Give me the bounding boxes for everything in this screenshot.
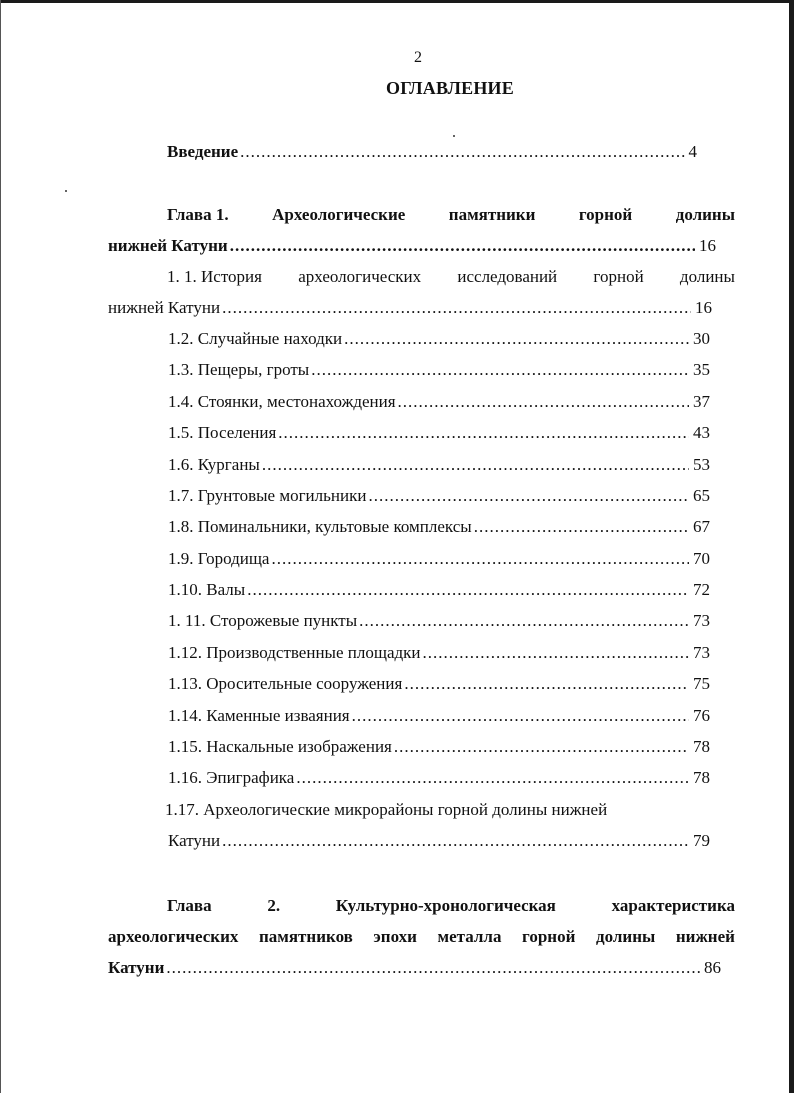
- toc-entry-section-1-8[interactable]: [168, 516, 710, 538]
- chapter1-word: горной: [578, 205, 633, 224]
- toc-entry-page: 65: [693, 486, 710, 505]
- toc-leader-dots: [278, 422, 689, 444]
- chapter2-word: Культурно-хронологическая: [335, 896, 556, 915]
- toc-entry-page: 72: [693, 580, 710, 599]
- toc-entry-section-1-16[interactable]: [168, 767, 710, 789]
- section-1-1-word: долины: [679, 267, 735, 286]
- toc-entry-page: 86: [704, 958, 721, 977]
- toc-entry-page: 16: [695, 298, 712, 317]
- scan-frame-right: [789, 0, 794, 1093]
- toc-entry-label: 1.4. Стоянки, местонахождения: [168, 392, 396, 411]
- toc-entry-label: 1.16. Эпиграфика: [168, 768, 295, 787]
- toc-entry-section-1-10[interactable]: [168, 579, 710, 601]
- toc-leader-dots: [368, 485, 689, 507]
- toc-entry-label: 1.7. Грунтовые могильники: [168, 486, 367, 505]
- scan-speck: [65, 190, 67, 192]
- toc-leader-dots: [262, 454, 689, 476]
- toc-entry-section-1-7[interactable]: [168, 485, 710, 507]
- page-title: ОГЛАВЛЕНИЕ: [386, 78, 514, 98]
- toc-entry-label: Введение: [167, 142, 239, 161]
- toc-leader-dots: [394, 736, 689, 758]
- scan-speck: [453, 135, 455, 137]
- toc-leader-dots: [311, 359, 689, 381]
- toc-entry-chapter2[interactable]: [108, 957, 721, 979]
- toc-leader-dots: [344, 328, 689, 350]
- toc-entry-section-1-12[interactable]: [168, 642, 710, 664]
- toc-entry-page: 67: [693, 517, 710, 536]
- toc-leader-dots: [359, 610, 689, 632]
- chapter1-word: Археологические: [272, 205, 406, 224]
- toc-entry-label: 1.15. Наскальные изображения: [168, 737, 392, 756]
- toc-entry-page: 73: [693, 611, 710, 630]
- toc-entry-section-1-1[interactable]: [108, 297, 712, 319]
- chapter2-heading-line2: [108, 926, 735, 948]
- page-number: 2: [414, 49, 422, 66]
- toc-entry-label: Катуни: [108, 958, 165, 977]
- toc-entry-label: 1.6. Курганы: [168, 455, 260, 474]
- chapter2-word: Глава: [167, 896, 212, 915]
- toc-leader-dots: [247, 579, 689, 601]
- toc-entry-page: 16: [699, 236, 716, 255]
- toc-entry-page: 78: [693, 768, 710, 787]
- toc-entry-label: 1.9. Городища: [168, 549, 270, 568]
- chapter1-word: памятники: [448, 205, 536, 224]
- toc-entry-page: 73: [693, 643, 710, 662]
- chapter2-word: памятников: [258, 927, 353, 946]
- toc-entry-label: 1.2. Случайные находки: [168, 329, 343, 348]
- toc-entry-label: 1.12. Производственные площадки: [168, 643, 421, 662]
- toc-entry-label: 1.3. Пещеры, гроты: [168, 360, 310, 379]
- chapter1-heading-line1: [167, 204, 735, 226]
- toc-leader-dots: [166, 957, 700, 979]
- toc-entry-label: 1. 11. Сторожевые пункты: [168, 611, 358, 630]
- toc-entry-page: 30: [693, 329, 710, 348]
- toc-entry-section-1-13[interactable]: [168, 673, 710, 695]
- toc-entry-label: 1.14. Каменные изваяния: [168, 706, 350, 725]
- toc-entry-page: 79: [693, 831, 710, 850]
- toc-entry-section-1-11[interactable]: [168, 610, 710, 632]
- toc-leader-dots: [352, 705, 689, 727]
- chapter2-word: характеристика: [611, 896, 735, 915]
- scan-frame-top: [0, 0, 794, 3]
- toc-leader-dots: [398, 391, 689, 413]
- chapter2-word: долины: [595, 927, 656, 946]
- chapter1-word: Глава 1.: [167, 205, 229, 224]
- chapter2-word: 2.: [267, 896, 281, 915]
- toc-entry-page: 76: [693, 706, 710, 725]
- toc-entry-page: 70: [693, 549, 710, 568]
- scan-frame-left: [0, 0, 1, 1093]
- toc-entry-chapter1[interactable]: [108, 235, 716, 257]
- toc-entry-section-1-4[interactable]: [168, 391, 710, 413]
- toc-entry-label: 1.10. Валы: [168, 580, 246, 599]
- toc-entry-page: 43: [693, 423, 710, 442]
- chapter2-heading-line1: [167, 895, 735, 917]
- section-1-1-word: исследований: [457, 267, 558, 286]
- toc-leader-dots: [474, 516, 689, 538]
- toc-leader-dots: [423, 642, 690, 664]
- toc-leader-dots: [240, 141, 684, 163]
- toc-entry-section-1-5[interactable]: [168, 422, 710, 444]
- section-1-1-word: археологических: [298, 267, 422, 286]
- chapter2-word: горной: [522, 927, 576, 946]
- toc-entry-page: 75: [693, 674, 710, 693]
- chapter1-word: долины: [675, 205, 735, 224]
- toc-entry-page: 78: [693, 737, 710, 756]
- toc-leader-dots: [222, 297, 691, 319]
- toc-entry-label: 1.5. Поселения: [168, 423, 277, 442]
- toc-entry-page: 53: [693, 455, 710, 474]
- toc-entry-page: 35: [693, 360, 710, 379]
- chapter2-word: нижней: [675, 927, 735, 946]
- section-1-1-line1: [167, 266, 735, 288]
- chapter2-word: археологических: [108, 927, 239, 946]
- toc-entry-section-1-3[interactable]: [168, 359, 710, 381]
- toc-entry-section-1-15[interactable]: [168, 736, 710, 758]
- toc-entry-label: нижней Катуни: [108, 236, 228, 255]
- toc-leader-dots: [271, 548, 689, 570]
- toc-entry-section-1-9[interactable]: [168, 548, 710, 570]
- toc-entry-section-1-6[interactable]: [168, 454, 710, 476]
- toc-entry-section-1-2[interactable]: [168, 328, 710, 350]
- toc-entry-section-1-14[interactable]: [168, 705, 710, 727]
- toc-entry-label: нижней Катуни: [108, 298, 221, 317]
- toc-leader-dots: [222, 830, 689, 852]
- section-1-1-word: 1. 1. История: [167, 267, 262, 286]
- toc-leader-dots: [296, 767, 689, 789]
- toc-entry-page: 4: [688, 142, 697, 161]
- chapter2-word: эпохи: [373, 927, 417, 946]
- toc-leader-dots: [230, 235, 695, 257]
- section-1-17-line1: 1.17. Археологические микрорайоны горной долины нижней: [165, 800, 608, 819]
- chapter2-word: металла: [437, 927, 502, 946]
- section-1-1-word: горной: [593, 267, 644, 286]
- toc-leader-dots: [404, 673, 689, 695]
- toc-entry-section-1-17[interactable]: [168, 830, 710, 852]
- toc-entry-label: 1.13. Оросительные сооружения: [168, 674, 403, 693]
- toc-entry-label: 1.8. Поминальники, культовые комплексы: [168, 517, 472, 536]
- toc-entry-introduction[interactable]: [167, 141, 697, 163]
- toc-entry-label: Катуни: [168, 831, 221, 850]
- toc-entry-page: 37: [693, 392, 710, 411]
